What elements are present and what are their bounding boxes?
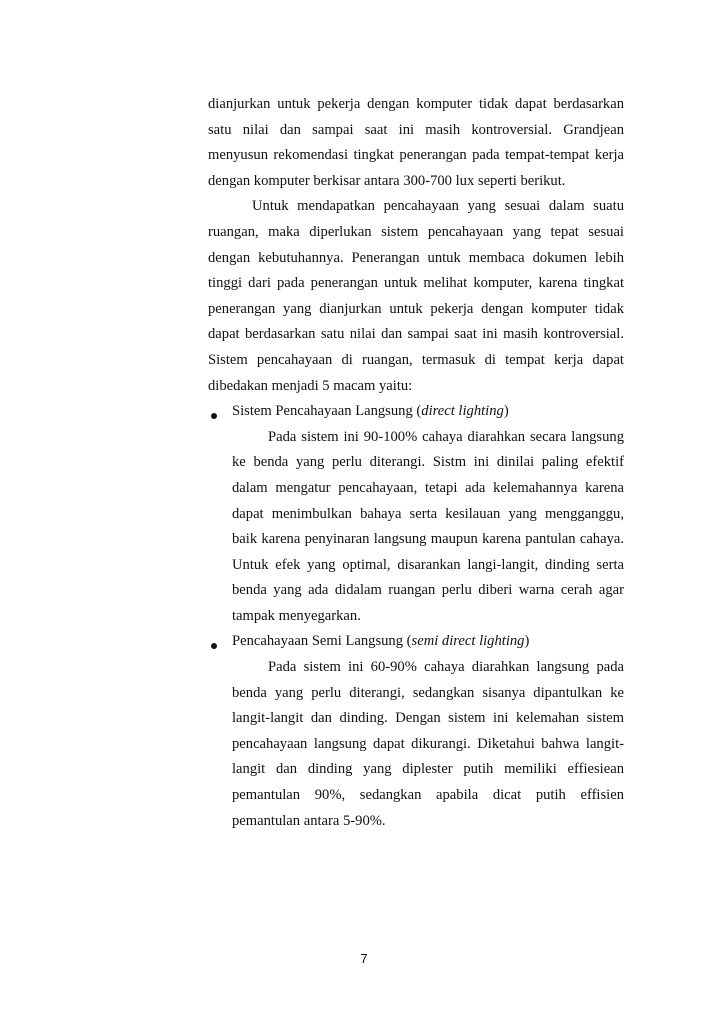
bullet-icon — [211, 643, 217, 649]
paragraph-lighting-systems: Untuk mendapatkan pencahayaan yang sesuai dalam suatu ruangan, maka diperlukan sistem pencahayaan yang tepat sesuai dengan kebutuhannya. Penerangan untuk membaca dokumen lebih tinggi dari pada penerangan untuk melihat komputer, karena tingkat penerangan yang dianjurkan untuk pekerja dengan komputer tidak dapat berdasarkan satu nilai dan sampai saat ini masih kontroversial. Sistem pencahayaan di ruangan, termasuk di tempat kerja dapat dibedakan menjadi 5 macam yaitu: — [208, 198, 624, 394]
list-item-title-italic: direct lighting — [421, 403, 504, 420]
list-item-body-wrap — [232, 655, 624, 834]
paragraph-continuation: dianjurkan untuk pekerja dengan komputer tidak dapat berdasarkan satu nilai dan sampai saat ini masih kontroversial. Grandjean menyusun rekomendasi tingkat penerangan pada tempat-tempat kerja dengan komputer berkisar antara 300-700 lux seperti berikut. — [208, 96, 624, 189]
list-item-semi-direct-lighting — [208, 629, 624, 655]
list-item-body: Pada sistem ini 60-90% cahaya diarahkan langsung pada benda yang perlu diterangi, sedangkan sisanya dipantulkan ke langit-langit dan dinding. Dengan sistem ini kelemahan sistem pencahayaan langsung dapat dikurangi. Diketahui bahwa langit-langit dan dinding yang diplester putih memiliki effiesiean pemantulan 90%, sedangkan apabila dicat putih effisien pemantulan antara 5-90%. — [232, 659, 624, 829]
page-body — [208, 92, 624, 834]
list-item-title-end: ) — [524, 633, 530, 650]
list-item-body-wrap — [232, 425, 624, 630]
list-item-title-end: ) — [503, 403, 509, 420]
list-item-direct-lighting — [208, 399, 624, 425]
list-item-title — [232, 629, 624, 655]
list-item-title-text: Pencahayaan Semi Langsung ( — [232, 633, 412, 650]
list-item-title-italic: semi direct lighting — [411, 633, 525, 650]
list-item-body: Pada sistem ini 90-100% cahaya diarahkan secara langsung ke benda yang perlu diterangi. Sistm ini dinilai paling efektif dalam mengatur pencahayaan, tetapi ada kelemahannya karena dapat menimbulkan bahaya serta kesilauan yang mengganggu, baik karena penyinaran langsung maupun karena pantulan cahaya. Untuk efek yang optimal, disarankan langi-langit, dinding serta benda yang ada didalam ruangan perlu diberi warna cerah agar tampak menyegarkan. — [232, 428, 624, 624]
list-item-title — [232, 399, 624, 425]
page-number: 7 — [360, 951, 368, 966]
bullet-icon — [211, 413, 217, 419]
list-item-title-text: Sistem Pencahayaan Langsung ( — [232, 403, 422, 420]
